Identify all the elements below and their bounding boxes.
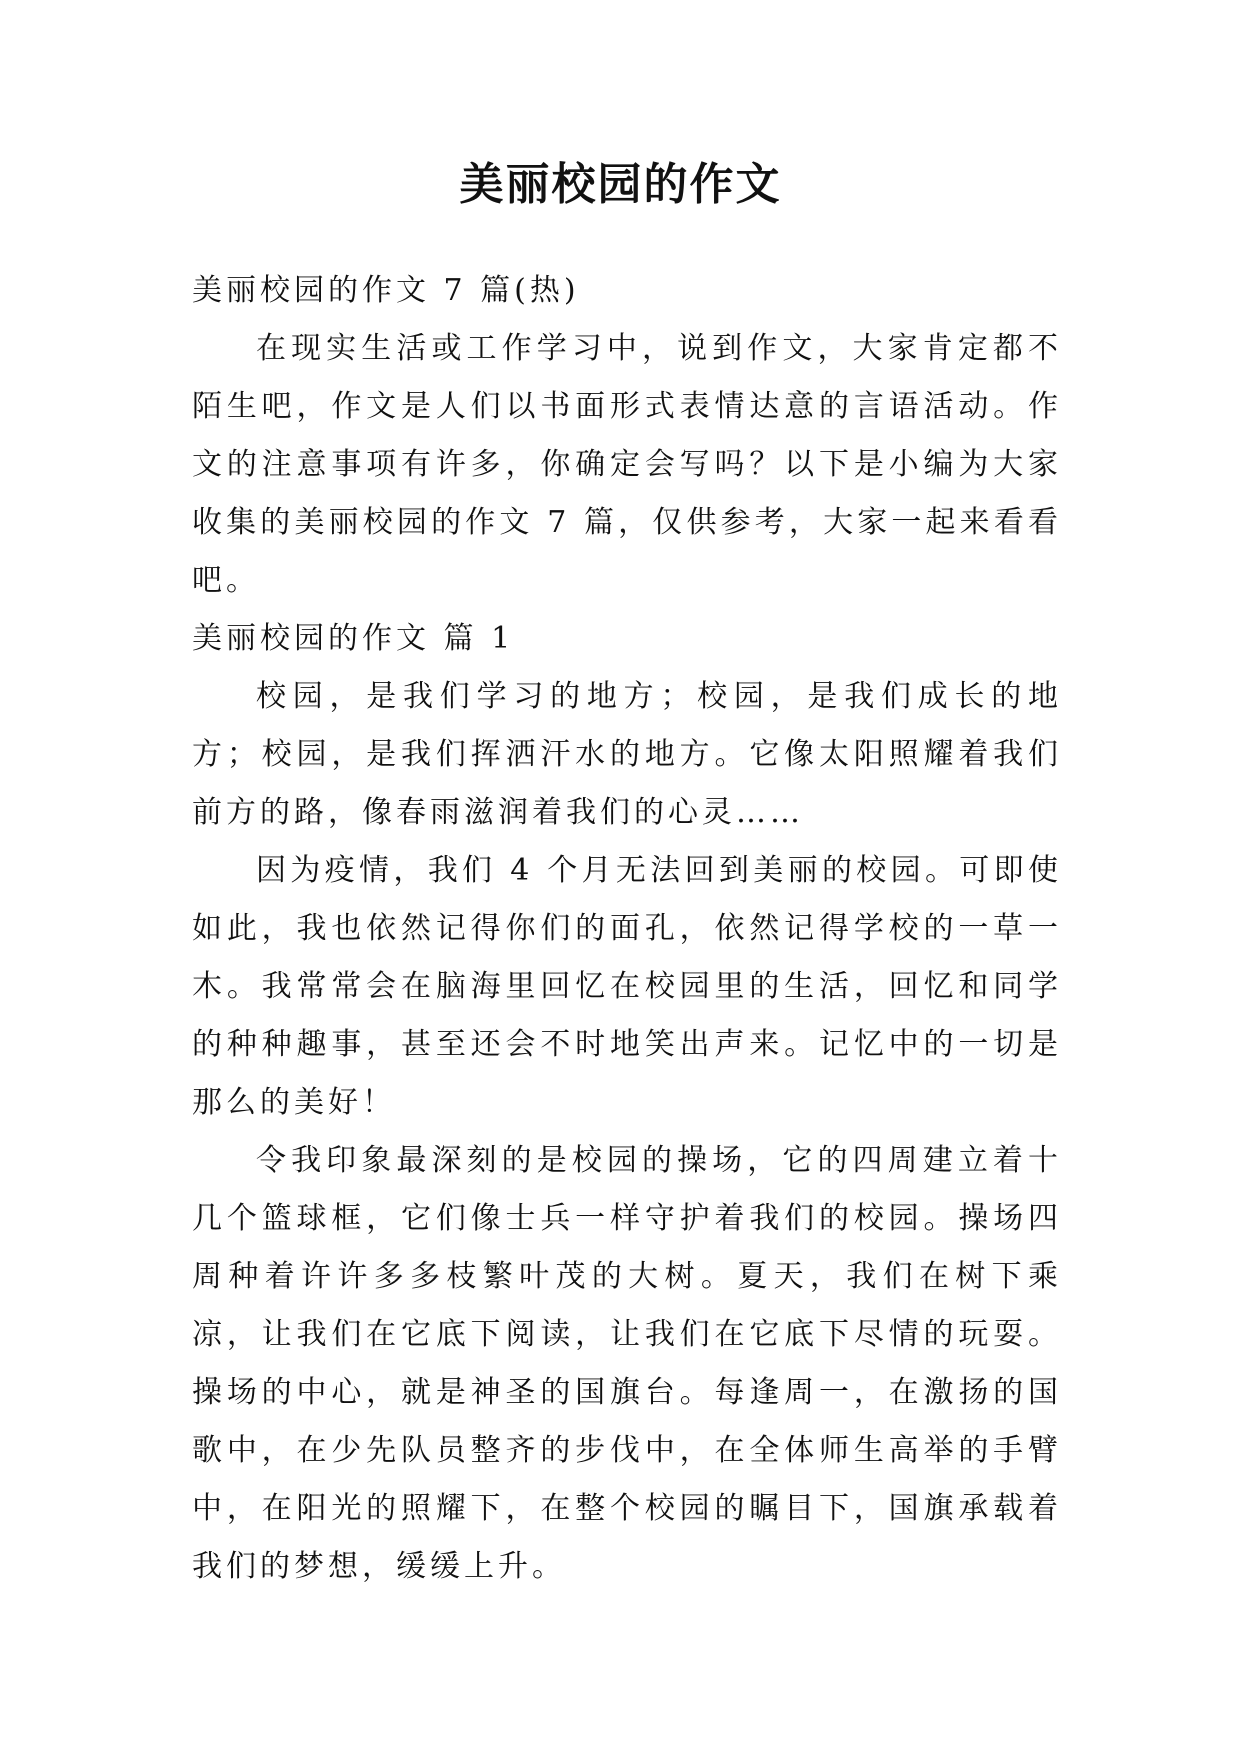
section-heading: 美丽校园的作文 篇 1 [192,621,515,656]
document-body [192,262,1062,1596]
body-paragraph: 因为疫情，我们 4 个月无法回到美丽的校园。可即使如此，我也依然记得你们的面孔，依然记得学校的一草一木。我常常会在脑海里回忆在校园里的生活，回忆和同学的种种趣事，甚至还会不时地笑出声来。记忆中的一切是那么的美好！ [192,853,1062,1120]
intro-paragraph: 在现实生活或工作学习中，说到作文，大家肯定都不陌生吧，作文是人们以书面形式表情达意的言语活动。作文的注意事项有许多，你确定会写吗？以下是小编为大家收集的美丽校园的作文 7 篇，仅供参考，大家一起来看看吧。 [192,331,1062,598]
document-subtitle: 美丽校园的作文 7 篇(热) [192,273,580,308]
body-paragraph: 令我印象最深刻的是校园的操场，它的四周建立着十几个篮球框，它们像士兵一样守护着我们的校园。操场四周种着许许多多枝繁叶茂的大树。夏天，我们在树下乘凉，让我们在它底下阅读，让我们在它底下尽情的玩耍。操场的中心，就是神圣的国旗台。每逢周一，在激扬的国歌中，在少先队员整齐的步伐中，在全体师生高举的手臂中，在阳光的照耀下，在整个校园的瞩目下，国旗承载着我们的梦想，缓缓上升。 [192,1143,1062,1584]
body-paragraph: 校园，是我们学习的地方；校园，是我们成长的地方；校园，是我们挥洒汗水的地方。它像太阳照耀着我们前方的路，像春雨滋润着我们的心灵…… [192,679,1062,830]
document-title: 美丽校园的作文 [459,159,782,210]
